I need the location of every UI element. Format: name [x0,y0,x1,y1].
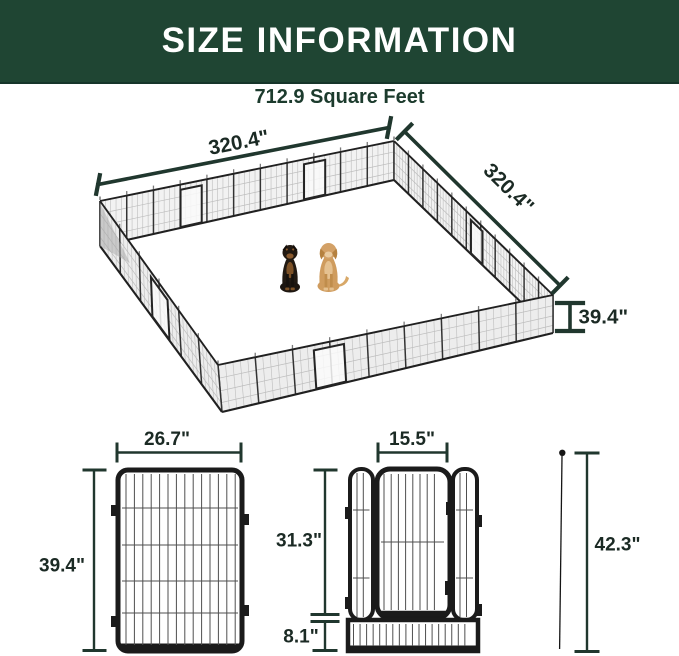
panel-front-view [111,470,249,651]
dimension-back-right-label: 320.4" [478,158,539,218]
dimension-total-height [576,453,641,652]
dimension-panel-height [39,470,105,651]
dimension-door-height [276,470,338,615]
dimension-door-width-label: 15.5" [389,429,435,450]
dimension-bottom-height-label: 8.1" [283,626,319,648]
page-title: SIZE INFORMATION [161,21,518,60]
dimension-panel-height-label: 39.4" [39,555,85,577]
dimension-total-height-label: 42.3" [594,534,641,556]
dimension-bottom-height [283,622,338,651]
area-subtitle: 712.9 Square Feet [254,86,425,108]
door-panel-front-view [345,469,482,651]
dimension-panel-width [117,429,241,461]
dimension-panel-width-label: 26.7" [144,429,190,450]
door-latch [445,581,455,595]
dimension-door-height-label: 31.3" [276,530,322,552]
panel-side-profile [559,450,565,649]
door-hinge [371,505,377,517]
dimension-fence-height [557,303,628,331]
dimension-door-width [378,429,447,461]
door-hinge [371,590,377,602]
dimension-fence-height-label: 39.4" [578,305,629,329]
door-latch [446,502,454,515]
dimension-back-left-label: 320.4" [206,125,271,160]
